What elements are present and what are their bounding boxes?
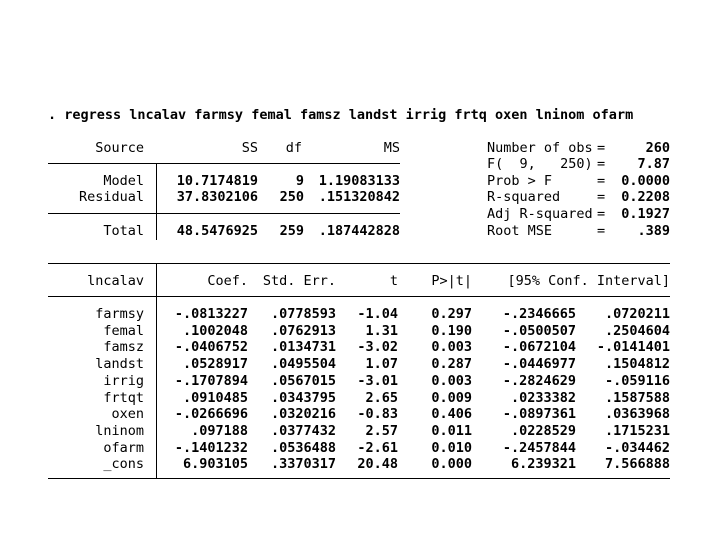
coef-cell-ci-low: -.0897361 [502, 406, 576, 423]
coef-cell-t: -3.01 [357, 372, 398, 389]
anova-row-total-df: 259 [279, 223, 304, 239]
anova-row-total-ms: .187442828 [318, 223, 400, 239]
coef-cell-ci-low: -.0446977 [502, 356, 576, 373]
coef-cell-se: .3370317 [270, 456, 336, 473]
anova-row-residual-source: Residual [78, 189, 144, 205]
coef-cell-se: .0762913 [270, 322, 336, 339]
anova-vertical-rule [156, 163, 157, 240]
anova-row-residual-df: 250 [279, 189, 304, 205]
anova-rule-total [48, 213, 400, 214]
coef-cell-coef: -.1707894 [174, 372, 248, 389]
coef-cell-se: .0320216 [270, 406, 336, 423]
coef-cell-var: femal [103, 322, 144, 339]
coef-cell-p: 0.297 [431, 306, 472, 322]
coef-cell-var: ofarm [103, 439, 144, 456]
coef-cell-t: -2.61 [357, 439, 398, 456]
coef-cell-se: .0778593 [270, 306, 336, 322]
fit-stat-label: Prob > F [487, 173, 553, 189]
fit-stat-equals: = [597, 223, 606, 239]
coef-cell-var: oxen [111, 406, 144, 423]
fit-stat-value: 0.1927 [621, 206, 670, 222]
coef-cell-ci-high: -.0141401 [596, 339, 670, 356]
fit-stat-label: Adj R-squared [487, 206, 593, 222]
anova-header-ss: SS [241, 140, 258, 156]
coef-cell-var: frtqt [103, 389, 144, 406]
coef-cell-p: 0.190 [431, 322, 472, 339]
coef-cell-t: 2.57 [365, 422, 398, 439]
coef-header-ci: [95% Conf. Interval] [507, 273, 670, 289]
anova-row-residual-ss: 37.8302106 [176, 189, 258, 205]
coef-cell-ci-high: 7.566888 [604, 456, 670, 473]
coef-cell-t: 1.07 [365, 356, 398, 373]
coef-rule-top [48, 263, 670, 264]
anova-header-df: df [285, 140, 302, 156]
coef-cell-ci-high: .1715231 [604, 422, 670, 439]
coef-cell-coef: .097188 [191, 422, 248, 439]
anova-header-source: Source [95, 140, 144, 156]
coef-cell-coef: .1002048 [182, 322, 248, 339]
coef-cell-ci-low: -.2824629 [502, 372, 576, 389]
coef-cell-var: famsz [103, 339, 144, 356]
anova-rule-top [48, 163, 400, 164]
coef-cell-t: 20.48 [357, 456, 398, 473]
command-line: . regress lncalav farmsy femal famsz landst irrig frtq oxen lninom ofarm [48, 107, 634, 123]
anova-header-ms: MS [383, 140, 400, 156]
fit-stat-value: 7.87 [637, 156, 670, 172]
coef-cell-var: farmsy [95, 306, 144, 322]
coef-cell-coef: -.1401232 [174, 439, 248, 456]
coef-cell-se: .0495504 [270, 356, 336, 373]
coef-cell-coef: .0528917 [182, 356, 248, 373]
fit-stat-equals: = [597, 140, 606, 156]
coef-cell-se: .0377432 [270, 422, 336, 439]
coef-cell-ci-low: 6.239321 [510, 456, 576, 473]
coef-cell-p: 0.003 [431, 372, 472, 389]
coef-cell-p: 0.287 [431, 356, 472, 373]
coef-cell-ci-high: .1587588 [604, 389, 670, 406]
coef-cell-t: -3.02 [357, 339, 398, 356]
coef-cell-ci-high: .1504812 [604, 356, 670, 373]
anova-row-total-ss: 48.5476925 [176, 223, 258, 239]
coef-cell-p: 0.406 [431, 406, 472, 423]
coef-cell-ci-low: -.2346665 [502, 306, 576, 322]
coef-cell-se: .0343795 [270, 389, 336, 406]
coef-cell-coef: -.0266696 [174, 406, 248, 423]
coef-cell-var: _cons [103, 456, 144, 473]
coef-cell-p: 0.011 [431, 422, 472, 439]
coef-cell-ci-low: -.2457844 [502, 439, 576, 456]
coef-cell-ci-high: -.034462 [604, 439, 670, 456]
anova-row-model-ss: 10.7174819 [176, 173, 258, 189]
coef-rule-bottom [48, 478, 670, 479]
coef-cell-coef: -.0813227 [174, 306, 248, 322]
coef-cell-ci-high: .0363968 [604, 406, 670, 423]
fit-stat-equals: = [597, 189, 606, 205]
coef-cell-ci-low: -.0672104 [502, 339, 576, 356]
coef-cell-t: -1.04 [357, 306, 398, 322]
coef-cell-p: 0.010 [431, 439, 472, 456]
anova-row-total-source: Total [103, 223, 144, 239]
coef-cell-ci-high: -.059116 [604, 372, 670, 389]
coef-cell-ci-high: .0720211 [604, 306, 670, 322]
coef-cell-se: .0536488 [270, 439, 336, 456]
fit-stat-equals: = [597, 156, 606, 172]
coef-cell-coef: -.0406752 [174, 339, 248, 356]
fit-stat-value: .389 [637, 223, 670, 239]
coef-cell-ci-high: .2504604 [604, 322, 670, 339]
coef-cell-coef: .0910485 [182, 389, 248, 406]
coef-cell-t: 1.31 [365, 322, 398, 339]
coef-cell-ci-low: .0233382 [510, 389, 576, 406]
fit-stat-label: F( 9, 250) [487, 156, 593, 172]
coef-cell-t: 2.65 [365, 389, 398, 406]
coef-header-coef: Coef. [207, 273, 248, 289]
anova-row-model-source: Model [103, 173, 144, 189]
anova-row-model-df: 9 [295, 173, 304, 189]
coef-header-se: Std. Err. [262, 273, 336, 289]
coef-cell-var: lninom [95, 422, 144, 439]
fit-stat-label: Number of obs [487, 140, 593, 156]
coef-cell-coef: 6.903105 [182, 456, 248, 473]
coef-cell-ci-low: .0228529 [510, 422, 576, 439]
anova-row-residual-ms: .151320842 [318, 189, 400, 205]
fit-stat-equals: = [597, 173, 606, 189]
coef-header-t: t [389, 273, 398, 289]
fit-stat-label: Root MSE [487, 223, 553, 239]
anova-row-model-ms: 1.19083133 [318, 173, 400, 189]
fit-stat-value: 0.2208 [621, 189, 670, 205]
coef-header-p: P>|t| [431, 273, 472, 289]
coef-header-var: lncalav [87, 273, 144, 289]
coef-cell-se: .0567015 [270, 372, 336, 389]
coef-rule-header [48, 296, 670, 297]
coef-cell-var: irrig [103, 372, 144, 389]
coef-cell-t: -0.83 [357, 406, 398, 423]
coef-cell-p: 0.000 [431, 456, 472, 473]
coef-cell-p: 0.009 [431, 389, 472, 406]
coef-cell-var: landst [95, 356, 144, 373]
fit-stat-value: 260 [645, 140, 670, 156]
fit-stat-equals: = [597, 206, 606, 222]
coef-cell-se: .0134731 [270, 339, 336, 356]
coef-cell-p: 0.003 [431, 339, 472, 356]
coef-cell-ci-low: -.0500507 [502, 322, 576, 339]
fit-stat-label: R-squared [487, 189, 561, 205]
fit-stat-value: 0.0000 [621, 173, 670, 189]
